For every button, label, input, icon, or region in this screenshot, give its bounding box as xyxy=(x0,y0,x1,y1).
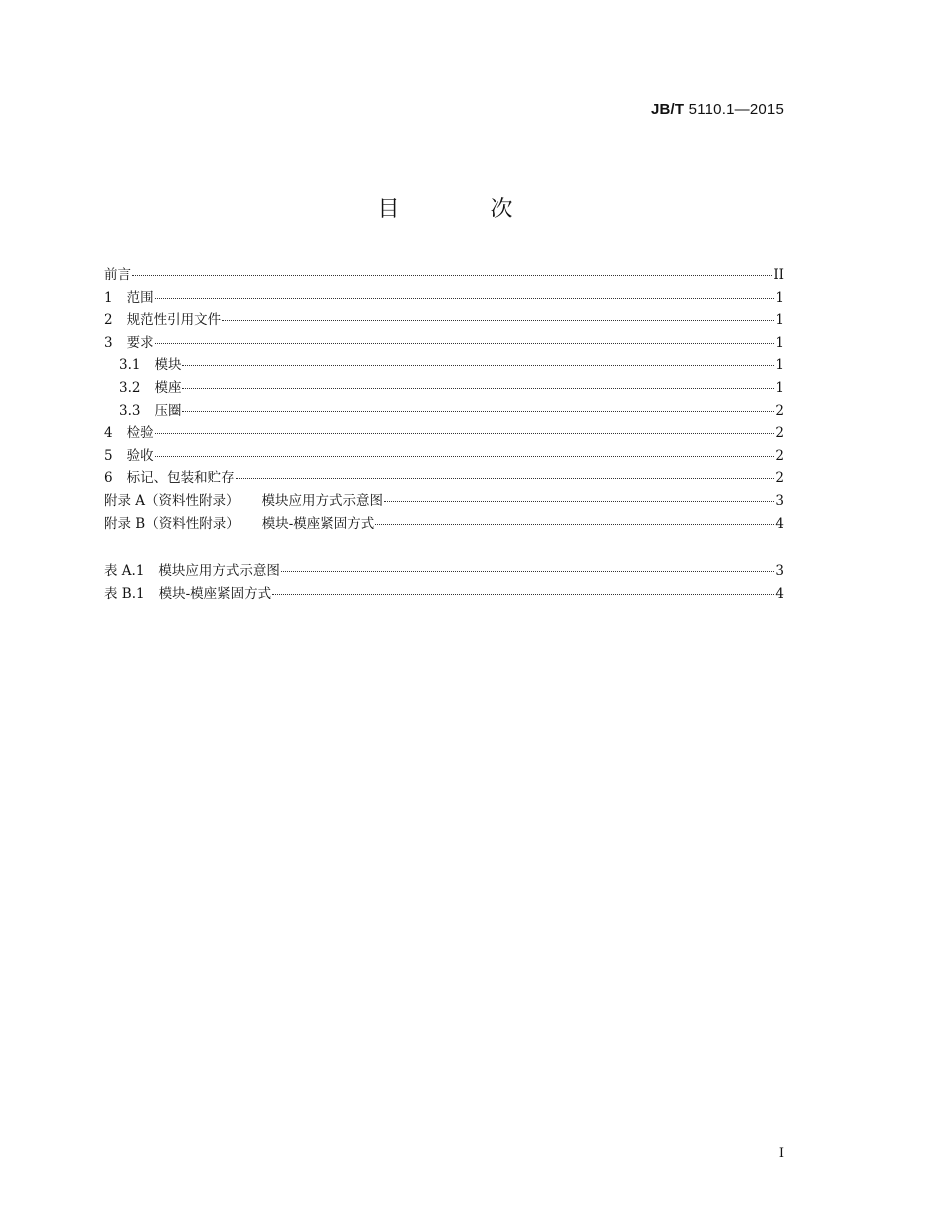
entry-heading xyxy=(104,467,235,490)
entry-page-number: 1 xyxy=(775,379,784,396)
entry-label: 模块应用方式示意图 xyxy=(158,563,280,579)
dot-leader xyxy=(182,376,774,389)
entry-page-number: 4 xyxy=(775,515,784,532)
entry-number: 附录 A（资料性附录） xyxy=(104,492,240,509)
toc-entry[interactable] xyxy=(104,332,784,355)
toc-entry[interactable] xyxy=(104,309,784,332)
entry-page-number: 1 xyxy=(775,289,784,306)
entry-number: 表 A.1 xyxy=(104,563,145,579)
dot-leader xyxy=(155,444,775,457)
entry-page-number: 4 xyxy=(775,585,784,602)
entry-label: 检验 xyxy=(126,425,154,442)
toc-entry[interactable] xyxy=(104,422,784,445)
entry-label: 要求 xyxy=(126,334,154,351)
entry-label: 模座 xyxy=(154,379,182,396)
document-code-number: 5110.1—2015 xyxy=(688,101,784,118)
entry-heading xyxy=(104,513,374,536)
page-title: 目 次 xyxy=(377,197,555,222)
list-of-tables xyxy=(104,560,784,605)
toc-entry[interactable] xyxy=(104,287,784,310)
entry-number: 5 xyxy=(104,447,113,464)
entry-label: 规范性引用文件 xyxy=(126,312,222,329)
entry-page-number: 3 xyxy=(775,492,784,509)
dot-leader xyxy=(272,582,774,595)
entry-number: 3.2 xyxy=(119,379,141,396)
entry-number: 6 xyxy=(104,470,113,487)
entry-page-number: 3 xyxy=(775,563,784,579)
entry-heading xyxy=(104,490,383,513)
entry-number: 3 xyxy=(104,334,113,351)
toc-entry[interactable] xyxy=(104,490,784,513)
toc-entry[interactable] xyxy=(104,467,784,490)
entry-number: 4 xyxy=(104,425,113,442)
entry-number: 1 xyxy=(104,289,113,306)
entry-heading xyxy=(119,400,181,423)
entry-label: 模块应用方式示意图 xyxy=(261,492,384,509)
table-entry[interactable] xyxy=(104,560,784,583)
entry-heading xyxy=(104,332,154,355)
entry-label: 模块 xyxy=(154,357,182,374)
entry-label: 范围 xyxy=(126,289,154,306)
entry-page-number: 2 xyxy=(775,402,784,419)
entry-number: 3.1 xyxy=(119,357,141,374)
table-of-contents xyxy=(104,264,784,535)
toc-entry[interactable] xyxy=(104,264,784,287)
entry-number: 2 xyxy=(104,312,113,329)
entry-page-number: 1 xyxy=(775,334,784,351)
dot-leader xyxy=(132,263,772,276)
dot-leader xyxy=(155,331,775,344)
entry-heading xyxy=(119,354,181,377)
dot-leader xyxy=(236,466,775,479)
toc-entry[interactable] xyxy=(104,377,784,400)
dot-leader xyxy=(375,512,774,525)
entry-number: 表 B.1 xyxy=(104,585,145,602)
entry-number: 附录 B（资料性附录） xyxy=(104,515,240,532)
table-entry[interactable] xyxy=(104,583,784,606)
entry-page-number: II xyxy=(773,267,784,283)
entry-label: 验收 xyxy=(126,447,154,464)
dot-leader xyxy=(281,559,774,572)
entry-page-number: 1 xyxy=(775,312,784,329)
entry-number: 3.3 xyxy=(119,402,141,419)
entry-label: 模块-模座紧固方式 xyxy=(158,585,272,602)
entry-heading xyxy=(104,309,221,332)
entry-label: 模块-模座紧固方式 xyxy=(261,515,375,532)
dot-leader xyxy=(222,308,774,321)
entry-page-number: 1 xyxy=(775,357,784,374)
dot-leader xyxy=(155,421,775,434)
entry-heading xyxy=(104,560,280,583)
entry-heading xyxy=(104,583,271,606)
toc-entry[interactable] xyxy=(104,513,784,536)
dot-leader xyxy=(182,353,774,366)
dot-leader xyxy=(182,399,774,412)
entry-heading xyxy=(104,422,154,445)
entry-label: 前言 xyxy=(104,267,131,283)
entry-label: 标记、包装和贮存 xyxy=(126,470,235,487)
entry-page-number: 2 xyxy=(775,470,784,487)
entry-page-number: 2 xyxy=(775,447,784,464)
entry-heading xyxy=(104,287,154,310)
entry-page-number: 2 xyxy=(775,425,784,442)
toc-entry[interactable] xyxy=(104,400,784,423)
toc-entry[interactable] xyxy=(104,354,784,377)
toc-entry[interactable] xyxy=(104,445,784,468)
document-code-prefix: JB/T xyxy=(650,101,685,118)
document-code xyxy=(651,101,784,118)
entry-heading xyxy=(104,445,154,468)
page-number: I xyxy=(778,1146,784,1161)
entry-label: 压圈 xyxy=(154,402,182,419)
dot-leader xyxy=(384,489,774,502)
entry-heading xyxy=(119,377,181,400)
dot-leader xyxy=(155,286,775,299)
entry-heading xyxy=(104,264,131,287)
